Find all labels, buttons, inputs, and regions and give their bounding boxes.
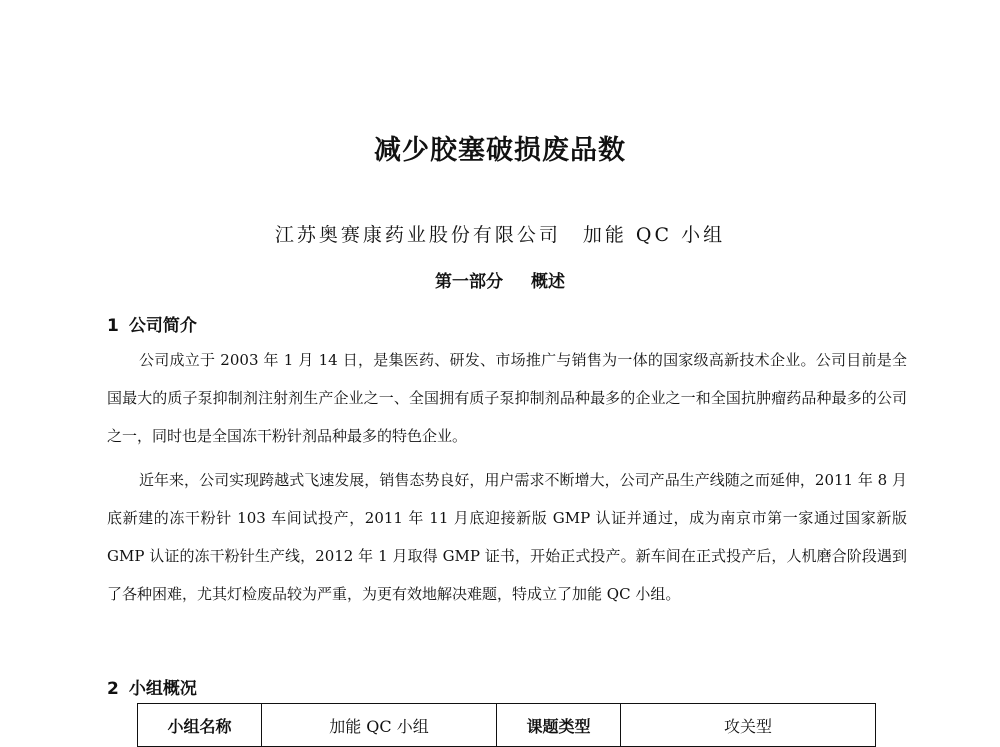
topic-type-label: 课题类型 [497, 704, 621, 747]
team-name-value: 加能 QC 小组 [262, 704, 497, 747]
document-title: 减少胶塞破损废品数 [374, 135, 626, 166]
team-info-table [137, 703, 876, 747]
section-title: 小组概况 [128, 679, 197, 699]
section-number: 1 [107, 316, 119, 336]
paragraph-company-intro-1: 公司成立于 2003 年 1 月 14 日，是集医药、研发、市场推广与销售为一体的国家级高新技术企业。公司目前是全国最大的质子泵抑制剂注射剂生产企业之一、全国拥有质子泵抑制剂品种最多的企业之一和全国抗肿瘤药品种最多的公司之一，同时也是全国冻干粉针剂品种最多的特色企业。 [107, 351, 907, 445]
table-row [138, 704, 876, 747]
section-heading-team-overview [107, 674, 197, 699]
part-name: 概述 [531, 272, 565, 292]
section-heading-company-intro [107, 311, 197, 336]
part-heading [0, 267, 1000, 292]
section-title: 公司简介 [128, 316, 197, 336]
team-name-label: 小组名称 [138, 704, 262, 747]
part-label: 第一部分 [435, 272, 503, 292]
paragraph-company-intro-2: 近年来，公司实现跨越式飞速发展，销售态势良好，用户需求不断增大，公司产品生产线随之而延伸，2011 年 8 月底新建的冻干粉针 103 车间试投产，2011 年 11 月底迎接新版 GMP 认证并通过，成为南京市第一家通过国家新版 GMP 认证的冻干粉针生产线，2012 年 1 月取得 GMP 证书，开始正式投产。新车间在正式投产后，人机磨合阶段遇到了各种困难，尤其灯检废品较为严重，为更有效地解决难题，特成立了加能 QC 小组。 [107, 471, 907, 603]
section-number: 2 [107, 679, 119, 699]
topic-type-value: 攻关型 [621, 704, 876, 747]
document-subtitle: 江苏奥赛康药业股份有限公司 加能 QC 小组 [274, 224, 726, 246]
